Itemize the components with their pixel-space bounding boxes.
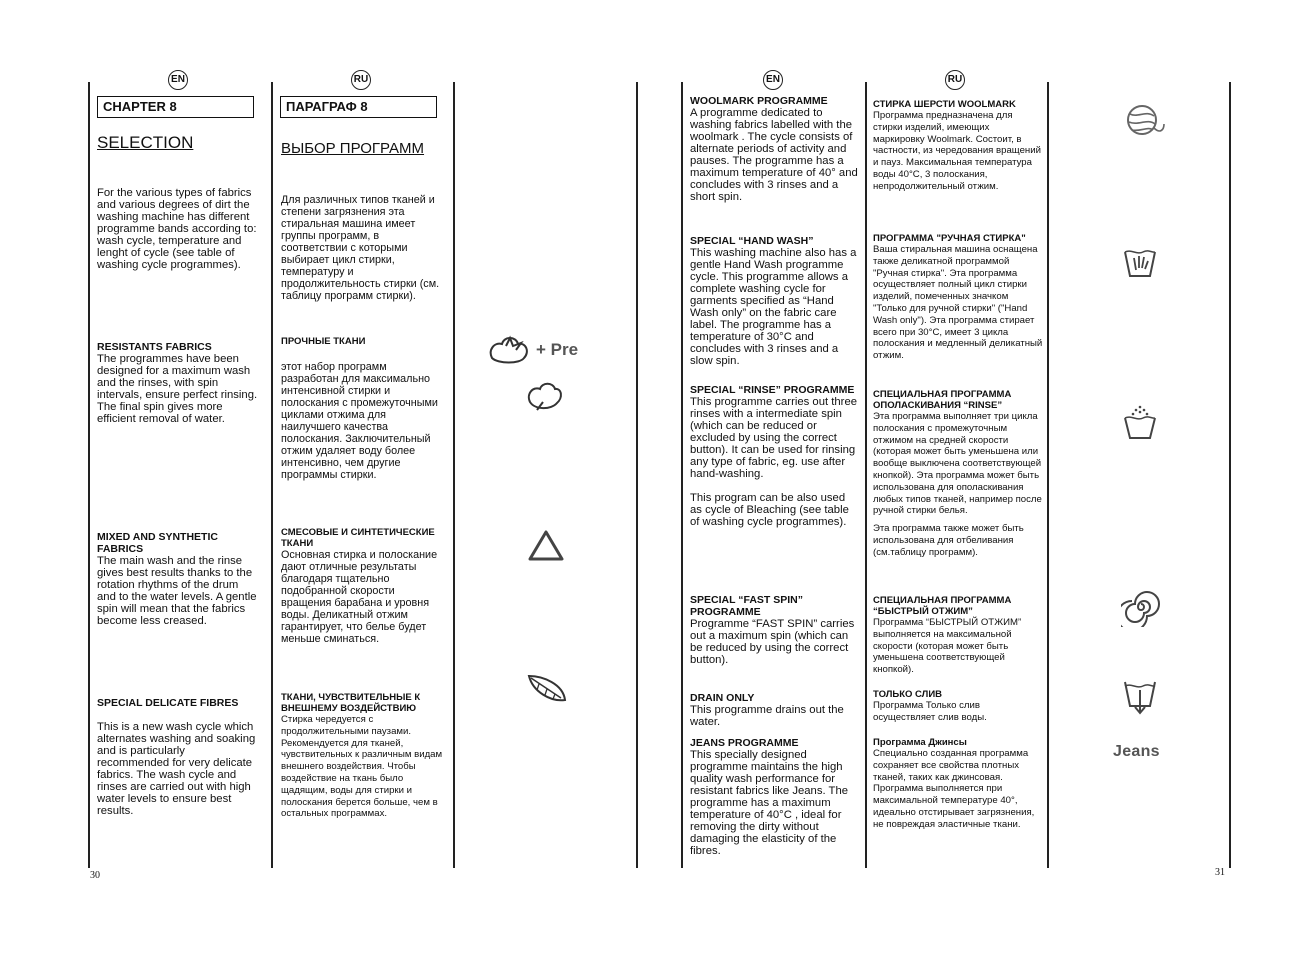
ru-fast-spin-section [873,595,1043,676]
column-divider [1047,82,1049,868]
ru-woolmark-title: СТИРКА ШЕРСТИ WOOLMARK [873,99,1016,110]
ru-resistant-section [281,336,443,481]
hand-wash-icon [1122,244,1158,285]
mixed-fabrics-title: MIXED AND SYNTHETIC FABRICS [97,531,218,555]
rinse-icon [1122,404,1158,445]
rinse-body-2: This program can be also used as cycle of Bleaching (see table of washing cycle programmes). [690,492,849,528]
mixed-fabrics-body: The main wash and the rinse gives best results thanks to the rotation rhythms of the drum and to the water levels. A gentle spin will mean that the fabrics become less creased. [97,555,257,627]
ru-intro-paragraph: Для различных типов тканей и степени загрязнения эта стиральная машина имеет группы программ, в соответствии с которыми выбирает цикл стирки, температуру и продолжительность стирки (см. таблицу программ стирки). [281,194,440,302]
delicate-feather-icon [525,672,569,711]
intro-text [97,187,259,271]
prewash-label: + Pre [536,340,579,359]
column-divider [271,82,273,868]
wool-yarn-icon [1120,100,1166,145]
ru-drain-title: ТОЛЬКО СЛИВ [873,689,943,700]
drain-icon [1122,676,1158,721]
ru-woolmark-body: Программа предназначена для стирки изделий, имеющих маркировку Woolmark. Состоит, в частности, из чередования вращений и пауз. Максимальная температура воды 40°С, 3 полоскания, непродолжительный отжим. [873,110,1041,192]
ru-rinse-section [873,389,1043,559]
ru-hand-wash-body: Ваша стиральная машина оснащена также деликатной программой "Ручная стирка". Эта программа осуществляет полный цикл стирки изделий, помеченных значком "Только для ручной стирки" ("Hand Wash only"). Эта программа стирает всего при 30°С, имеет 3 цикла полоскания и медленный деликатный отжим. [873,244,1043,362]
ru-drain-body: Программа Только слив осуществляет слив воды. [873,700,987,723]
language-badge-ru: RU [351,70,371,90]
column-divider [1229,82,1231,868]
ru-rinse-title: СПЕЦИАЛЬНАЯ ПРОГРАММА ОПОЛАСКИВАНИЯ “RINSE” [873,389,1012,411]
fast-spin-body: Programme “FAST SPIN” carries out a maximum spin (which can be reduced by using the correct button). [690,618,855,666]
ru-resistant-body: этот набор программ разработан для максимально интенсивной стирки и полоскания с промежуточными циклами отжима для наилучшего качества полоскания. Заключительный отжим удаляет воду более интенсивно, чем другие программы стирки. [281,361,438,481]
ru-jeans-body: Специально созданная программа сохраняет все свойства плотных тканей, таких как джинсовая. Программа выполняется при максимальной температуре 40°, идеально отстирывает загрязнения, не повреждая эластичные ткани. [873,748,1035,830]
section-title-ru: ВЫБОР ПРОГРАММ [281,140,425,157]
hand-wash-section [690,235,858,367]
column-divider [453,82,455,868]
woolmark-section [690,95,860,203]
ru-delicate-body: Стирка чередуется с продолжительными паузами. Рекомендуется для тканей, чувствительных к различным видам внешнего воздействия. Чтобы воздействие на ткань было щадящим, воды для стирки и полоскания берется больше, чем в остальных программах. [281,714,443,820]
column-divider [636,82,638,868]
ru-hand-wash-section [873,233,1043,362]
column-divider [681,82,683,868]
chapter-heading: CHAPTER 8 [97,96,254,118]
jeans-body: This specially designed programme maintains the high quality wash performance for resistant fabrics like Jeans. The programme has a maximum temperature of 40°C , ideal for removing the dirty without damaging the elasticity of the fibres. [690,749,849,857]
cotton-prewash-icon [486,332,606,372]
ru-rinse-body-2: Эта программа также может быть использована для отбеливания (см.таблицу программ). [873,523,1024,558]
cotton-icon [525,380,563,417]
delicate-fibres-title: SPECIAL DELICATE FIBRES [97,697,239,709]
jeans-label-icon: Jeans [1113,743,1160,760]
rinse-body: This programme carries out three rinses with a intermediate spin (which can be reduced or excluded by using the correct button). It can be used for rinsing any type of fabric, eg. use after hand-washing. [690,396,858,480]
fast-spin-section [690,594,858,666]
resistant-fabrics-body: The programmes have been designed for a maximum wash and the rinses, with spin intervals, ensure perfect rinsing. The final spin gives more efficient removal of water. [97,353,258,425]
ru-resistant-title: ПРОЧНЫЕ ТКАНИ [281,336,366,347]
spin-icon [1121,587,1161,632]
ru-fast-spin-body: Программа “БЫСТРЫЙ ОТЖИМ” выполняется на максимальной скорости (которая может быть уменьшена соответствующей кнопкой). [873,617,1022,676]
delicate-fibres-section [97,697,259,817]
page-number: 30 [90,870,100,881]
delicate-fibres-body: This is a new wash cycle which alternates washing and soaking and is particularly recommended for very delicate fabrics. The wash cycle and rinses are carried out with high water levels to ensure best results. [97,721,256,817]
ru-jeans-section [873,737,1043,831]
ru-rinse-body: Эта программа выполняет три цикла полоскания с промежуточным отжимом на средней скорости (которая может быть уменьшена или вообще выключена соответствующей кнопкой). Эта программа может быть использована для ополаскивания любых типов тканей, например после ручной стирки белья. [873,411,1042,517]
mixed-fabrics-section [97,531,259,627]
resistant-fabrics-title: RESISTANTS FABRICS [97,341,212,353]
jeans-section [690,737,858,857]
drain-body: This programme drains out the water. [690,704,844,728]
hand-wash-body: This washing machine also has a gentle Hand Wash programme cycle. This programme allows a complete washing cycle for garments specified as “Hand Wash only” on the fabric care label. The programme has a temperature of 30°C and concludes with 3 rinses and a slow spin. [690,247,857,367]
rinse-title: SPECIAL “RINSE” PROGRAMME [690,384,855,396]
ru-fast-spin-title: СПЕЦИАЛЬНАЯ ПРОГРАММА “БЫСТРЫЙ ОТЖИМ” [873,595,1012,617]
chapter-heading-ru: ПАРАГРАФ 8 [280,96,437,118]
section-title: SELECTION [97,133,194,152]
hand-wash-title: SPECIAL “HAND WASH” [690,235,814,247]
ru-hand-wash-title: ПРОГРАММА "РУЧНАЯ СТИРКА" [873,233,1026,244]
column-divider [88,82,90,868]
ru-delicate-section [281,692,445,820]
woolmark-body: A programme dedicated to washing fabrics labelled with the woolmark . The cycle consists of alternate periods of activity and pauses. The programme has a maximum temperature of 40° and concludes with 3 rinses and a short spin. [690,107,858,203]
rinse-section [690,384,858,528]
ru-mixed-body: Основная стирка и полоскание дают отличные результаты благодаря тщательно подобранной скорости вращения барабана и уровня воды. Деликатный отжим гарантирует, что белье будет меньше сминаться. [281,549,438,645]
jeans-title: JEANS PROGRAMME [690,737,799,749]
drain-title: DRAIN ONLY [690,692,755,704]
drain-section [690,692,858,728]
ru-woolmark-section [873,99,1043,193]
language-badge-en: EN [763,70,783,90]
ru-jeans-title: Программа Джинсы [873,737,967,748]
ru-delicate-title: ТКАНИ, ЧУВСТВИТЕЛЬНЫЕ К ВНЕШНЕМУ ВОЗДЕЙСТВИЮ [281,692,421,714]
synthetic-icon [527,529,565,568]
page-number: 31 [1215,867,1225,878]
language-badge-ru: RU [945,70,965,90]
ru-mixed-section [281,527,447,645]
language-badge-en: EN [168,70,188,90]
resistant-fabrics-section [97,341,259,425]
ru-intro-text [281,194,446,302]
ru-mixed-title: СМЕСОВЫЕ И СИНТЕТИЧЕСКИЕ ТКАНИ [281,527,435,549]
fast-spin-title: SPECIAL “FAST SPIN” PROGRAMME [690,594,803,618]
column-divider [865,82,867,868]
intro-paragraph: For the various types of fabrics and various degrees of dirt the washing machine has different programme bands according to: wash cycle, temperature and lenght of cycle (see table of washing cycle programmes). [97,187,257,271]
woolmark-title: WOOLMARK PROGRAMME [690,95,828,107]
ru-drain-section [873,689,1043,724]
